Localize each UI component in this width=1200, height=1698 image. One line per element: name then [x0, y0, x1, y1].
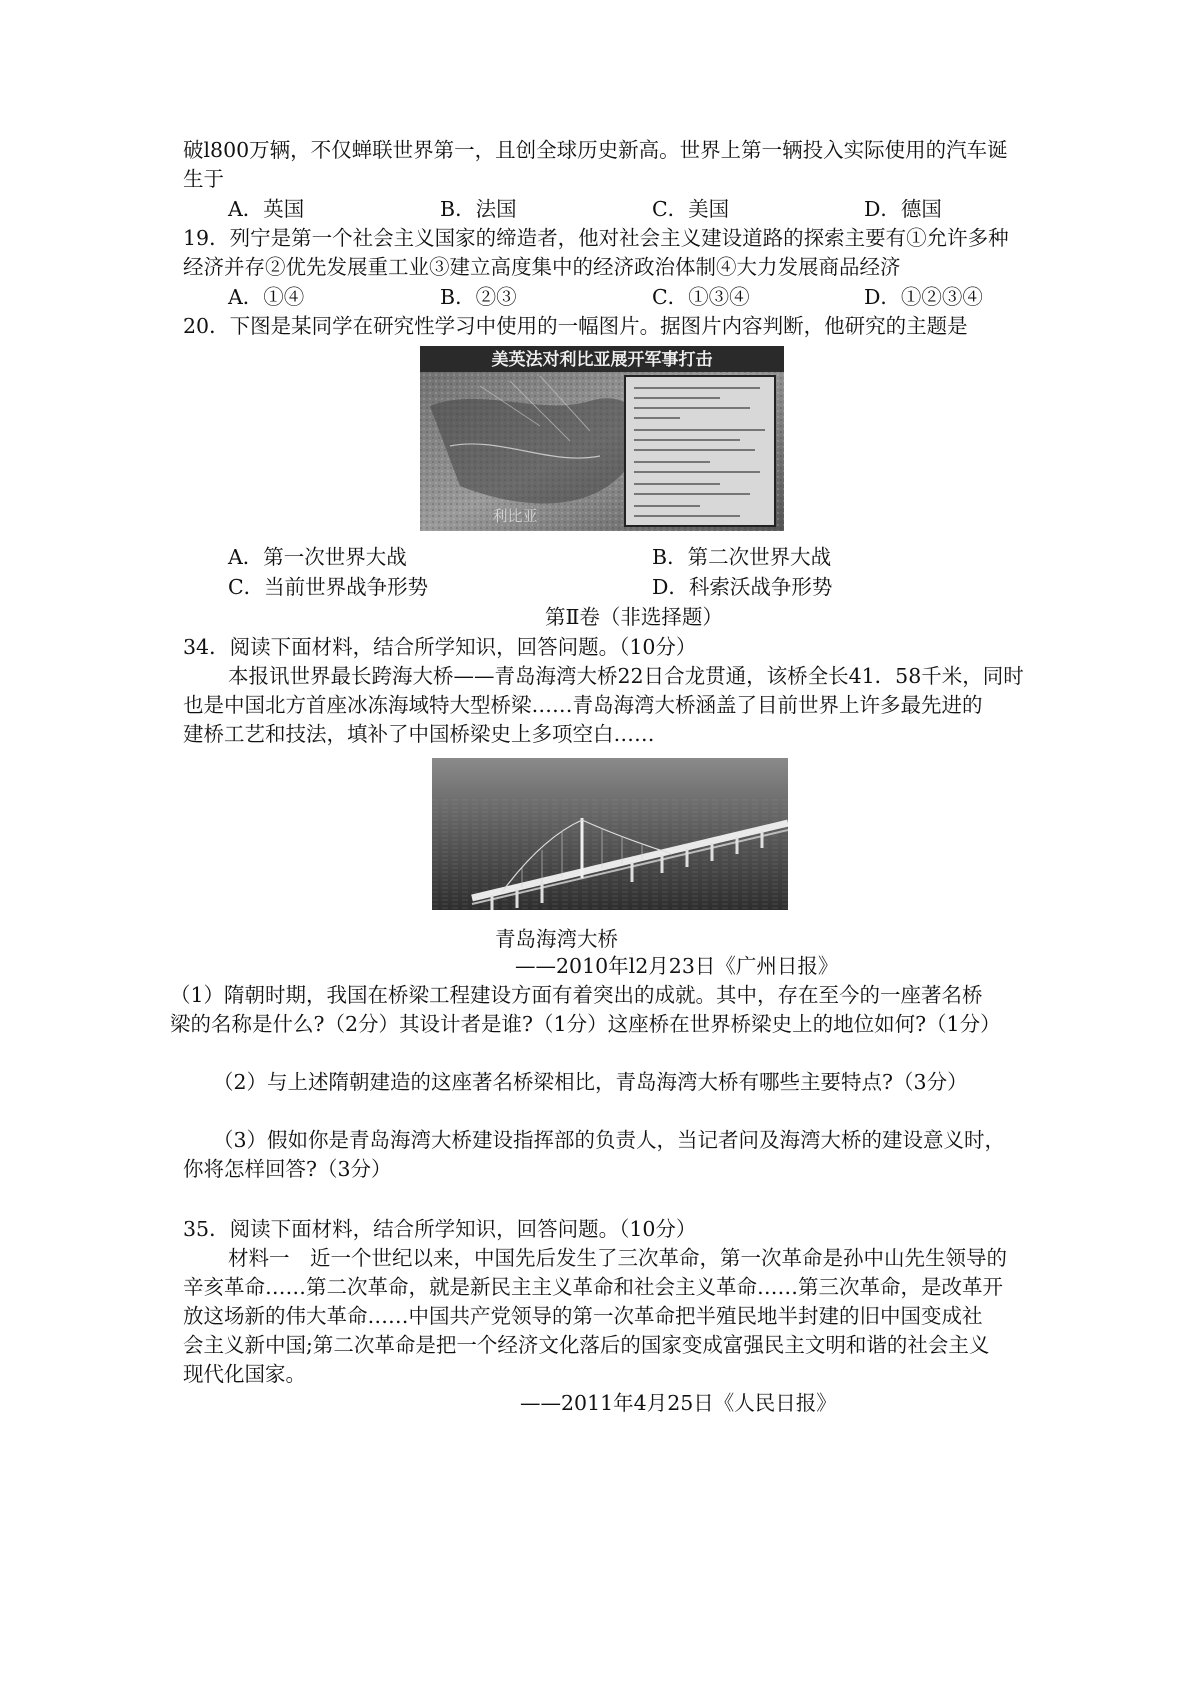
- q34-source: ——2010年l2月23日《广州日报》: [515, 954, 839, 978]
- q34-sub1-line-1: （1）隋朝时期，我国在桥梁工程建设方面有着突出的成就。其中，存在至今的一座著名桥: [170, 983, 983, 1007]
- q18-option-c: C．美国: [652, 197, 730, 221]
- q20-option-b: B．第二次世界大战: [652, 545, 832, 569]
- q19-option-a: A．①④: [228, 285, 305, 309]
- q34-material-line-2: 也是中国北方首座冰冻海域特大型桥梁……青岛海湾大桥涵盖了目前世界上许多最先进的: [183, 693, 983, 717]
- q35-stem: 35．阅读下面材料，结合所学知识，回答问题。（10分）: [183, 1217, 697, 1241]
- q35-material-line-1: 材料一 近一个世纪以来，中国先后发生了三次革命，第一次革命是孙中山先生领导的: [228, 1246, 1007, 1270]
- section-title: 第Ⅱ卷（非选择题）: [545, 605, 723, 629]
- q19-line-1: 19．列宁是第一个社会主义国家的缔造者，他对社会主义建设道路的探索主要有①允许多种: [183, 226, 1009, 250]
- q18-option-b: B．法国: [440, 197, 517, 221]
- q34-sub3-line-1: （3）假如你是青岛海湾大桥建设指挥部的负责人，当记者问及海湾大桥的建设意义时，: [213, 1128, 1006, 1152]
- q34-stem: 34．阅读下面材料，结合所学知识，回答问题。（10分）: [183, 635, 697, 659]
- q19-option-d: D．①②③④: [864, 285, 983, 309]
- q35-material-line-3: 放这场新的伟大革命……中国共产党领导的第一次革命把半殖民地半封建的旧中国变成社: [183, 1304, 983, 1328]
- q35-source: ——2011年4月25日《人民日报》: [520, 1391, 837, 1415]
- q18-line-2: 生于: [183, 167, 224, 191]
- q20-option-c: C．当前世界战争形势: [228, 575, 429, 599]
- q19-line-2: 经济并存②优先发展重工业③建立高度集中的经济政治体制④大力发展商品经济: [183, 255, 901, 279]
- q34-sub3-line-2: 你将怎样回答?（3分）: [183, 1157, 392, 1181]
- q34-sub1-line-2: 梁的名称是什么?（2分）其设计者是谁?（1分）这座桥在世界桥梁史上的地位如何?（1分）: [170, 1012, 1001, 1036]
- bridge-caption: 青岛海湾大桥: [495, 927, 618, 951]
- q34-material-line-3: 建桥工艺和技法，填补了中国桥梁史上多项空白……: [183, 722, 655, 746]
- q20-option-a: A．第一次世界大战: [228, 545, 407, 569]
- q19-option-b: B．②③: [440, 285, 517, 309]
- q18-line-1: 破l800万辆，不仅蝉联世界第一，且创全球历史新高。世界上第一辆投入实际使用的汽车诞: [183, 138, 1008, 162]
- q35-material-line-4: 会主义新中国;第二次革命是把一个经济文化落后的国家变成富强民主文明和谐的社会主义: [183, 1333, 990, 1357]
- image-map-label: 利比亚: [492, 507, 538, 525]
- q20-option-d: D．科索沃战争形势: [652, 575, 833, 599]
- libya-map-image: [420, 346, 784, 531]
- image-banner-text: 美英法对利比亚展开军事打击: [491, 350, 713, 370]
- bridge-photo: [432, 758, 788, 910]
- q35-material-line-2: 辛亥革命……第二次革命，就是新民主主义革命和社会主义革命……第三次革命，是改革开: [183, 1275, 1003, 1299]
- q34-material-line-1: 本报讯世界最长跨海大桥——青岛海湾大桥22日合龙贯通，该桥全长41．58千米，同时: [228, 664, 1024, 688]
- q18-option-a: A．英国: [228, 197, 305, 221]
- q20-stem: 20．下图是某同学在研究性学习中使用的一幅图片。据图片内容判断，他研究的主题是: [183, 314, 968, 338]
- q18-option-d: D．德国: [864, 197, 942, 221]
- q34-sub2: （2）与上述隋朝建造的这座著名桥梁相比，青岛海湾大桥有哪些主要特点?（3分）: [213, 1070, 968, 1094]
- q35-material-line-5: 现代化国家。: [183, 1362, 306, 1386]
- q19-option-c: C．①③④: [652, 285, 750, 309]
